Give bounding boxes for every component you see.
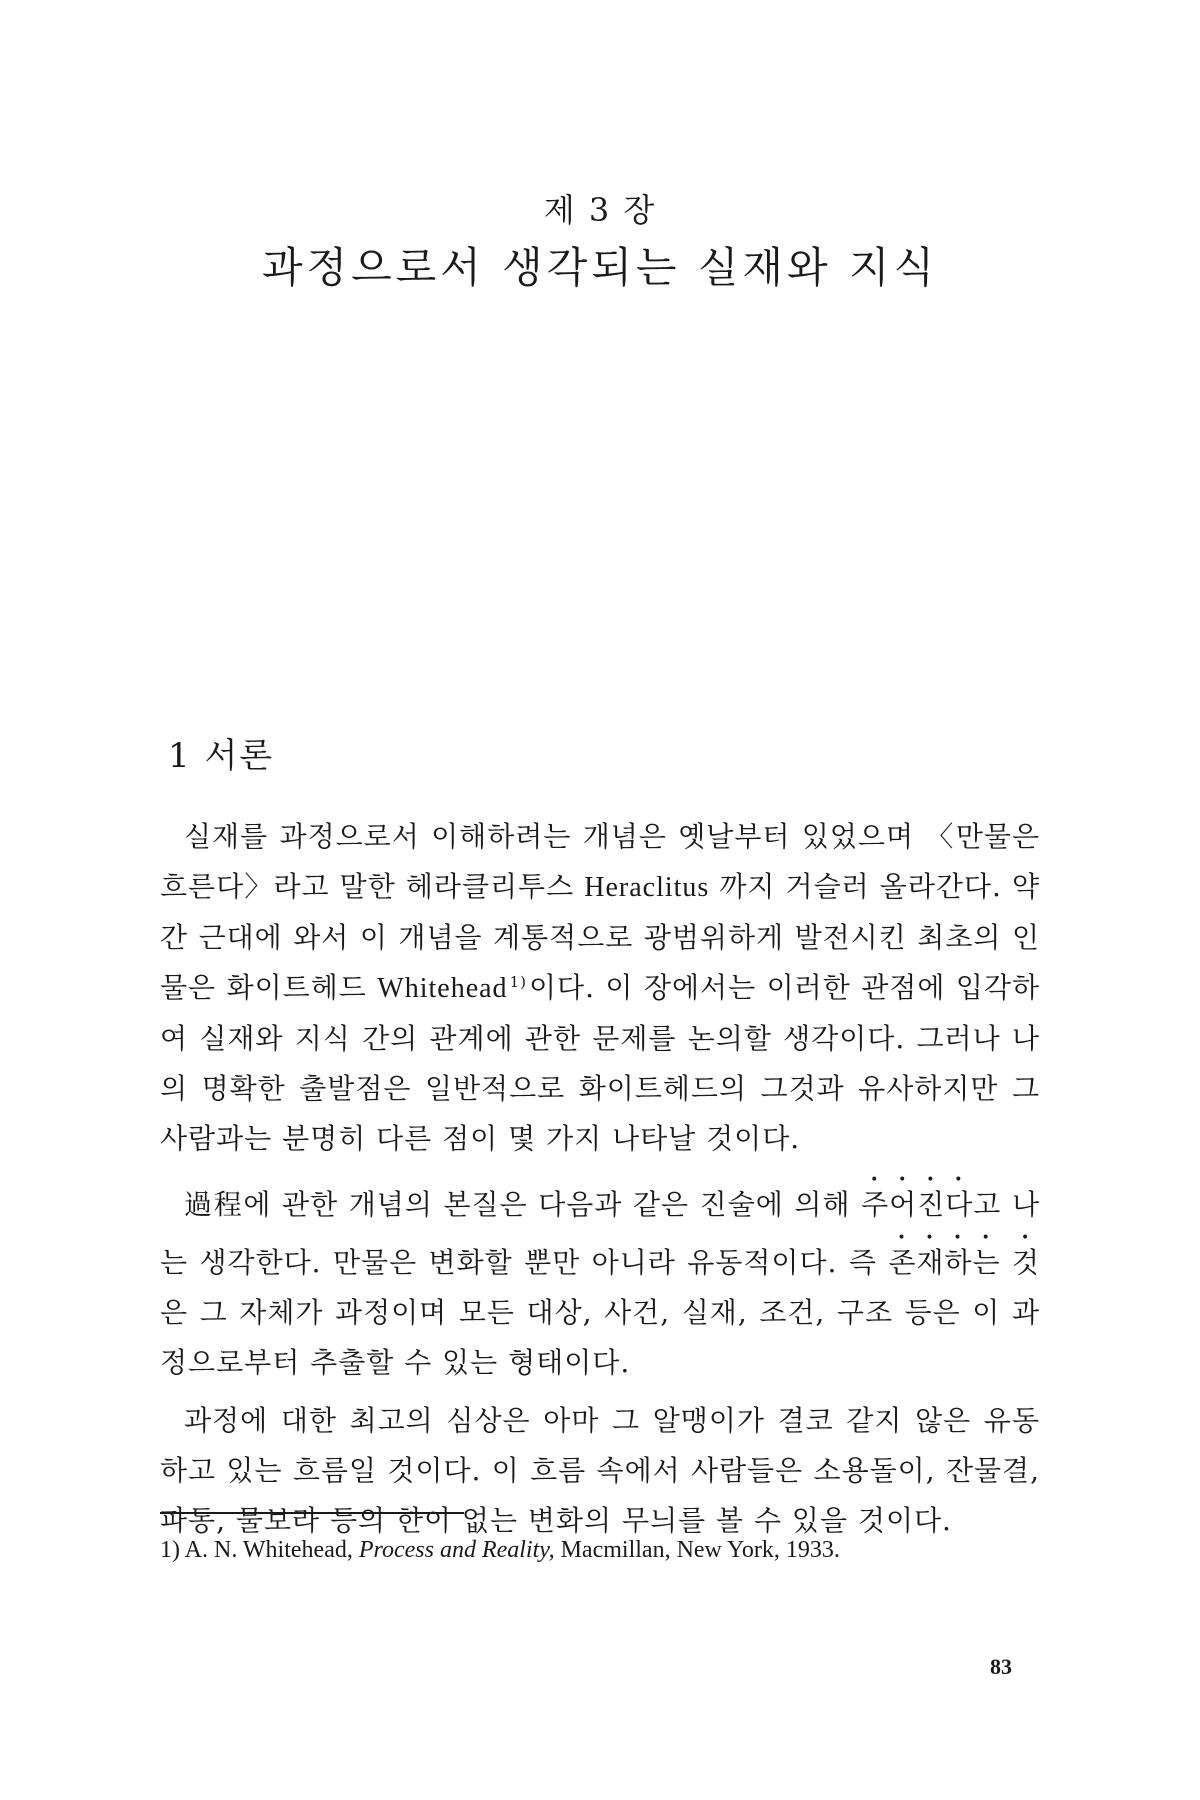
- paragraph-2: [160, 1172, 1040, 1388]
- footnote: [160, 1534, 1040, 1566]
- footnote-marker: 1) A. N. Whitehead,: [160, 1537, 359, 1563]
- paragraph-3: 과정에 대한 최고의 심상은 아마 그 알맹이가 결코 같지 않은 유동하고 있는 흐름일 것이다. 이 흐름 속에서 사람들은 소용돌이, 잔물결, 파동, 물보라 등의 한이 없는 변화의 무늬를 볼 수 있을 것이다.: [160, 1404, 1040, 1537]
- emphasis-existing: 존재하는 것: [888, 1246, 1040, 1279]
- footnote-divider: [160, 1512, 464, 1514]
- paragraph-2-part-c: 은 그 자체가 과정이며 모든 대상, 사건, 실재, 조건, 구조 등은 이 과정으로부터 추출할 수 있는 형태이다.: [160, 1296, 1040, 1379]
- latin-name-whitehead: Whitehead: [377, 973, 508, 1004]
- latin-name-heraclitus: Heraclitus: [584, 872, 710, 903]
- emphasis-given: 주어진다: [861, 1188, 974, 1221]
- footnote-publisher: Macmillan, New York, 1933.: [554, 1537, 840, 1563]
- body-text: [160, 812, 1040, 1554]
- paragraph-1-part-a: 실재를 과정으로서 이해하려는 개념은 옛날부터 있었으며 〈만물은 흐른다〉라고 말한 헤라클리투스: [160, 820, 1040, 903]
- paragraph-2-part-a: 過程에 관한 개념의 본질은 다음과 같은 진술에 의해: [184, 1188, 862, 1221]
- page-number: 83: [990, 1654, 1012, 1679]
- footnote-reference: 1): [509, 972, 527, 991]
- paragraph-1-part-c: 이다. 이 장에서는 이러한 관점에 입각하여 실재와 지식 간의 관계에 관한 문제를 논의할 생각이다. 그러나 나의 명확한 출발점은 일반적으로 화이트헤드의 그것과 유사하지만 그 사람과는 분명히 다른 점이 몇 가지 나타날 것이다.: [160, 971, 1040, 1155]
- chapter-heading: [0, 188, 1200, 298]
- chapter-title: 과정으로서 생각되는 실재와 지식: [261, 243, 939, 292]
- section-heading: 1 서론: [168, 736, 275, 776]
- paragraph-1-part-b: 까지 거슬러 올라간다. 약간 근대에 와서 이 개념을 계통적으로 광범위하게 발전시킨 최초의 인물은 화이트헤드: [160, 870, 1041, 1004]
- chapter-number: 제 3 장: [543, 191, 657, 229]
- paragraph-2-part-b: 고 나는 생각한다. 만물은 변화할 뿐만 아니라 유동적이다. 즉: [160, 1188, 1040, 1279]
- footnote-work-title: Process and Reality,: [358, 1537, 555, 1563]
- paragraph-1: [160, 812, 1040, 1164]
